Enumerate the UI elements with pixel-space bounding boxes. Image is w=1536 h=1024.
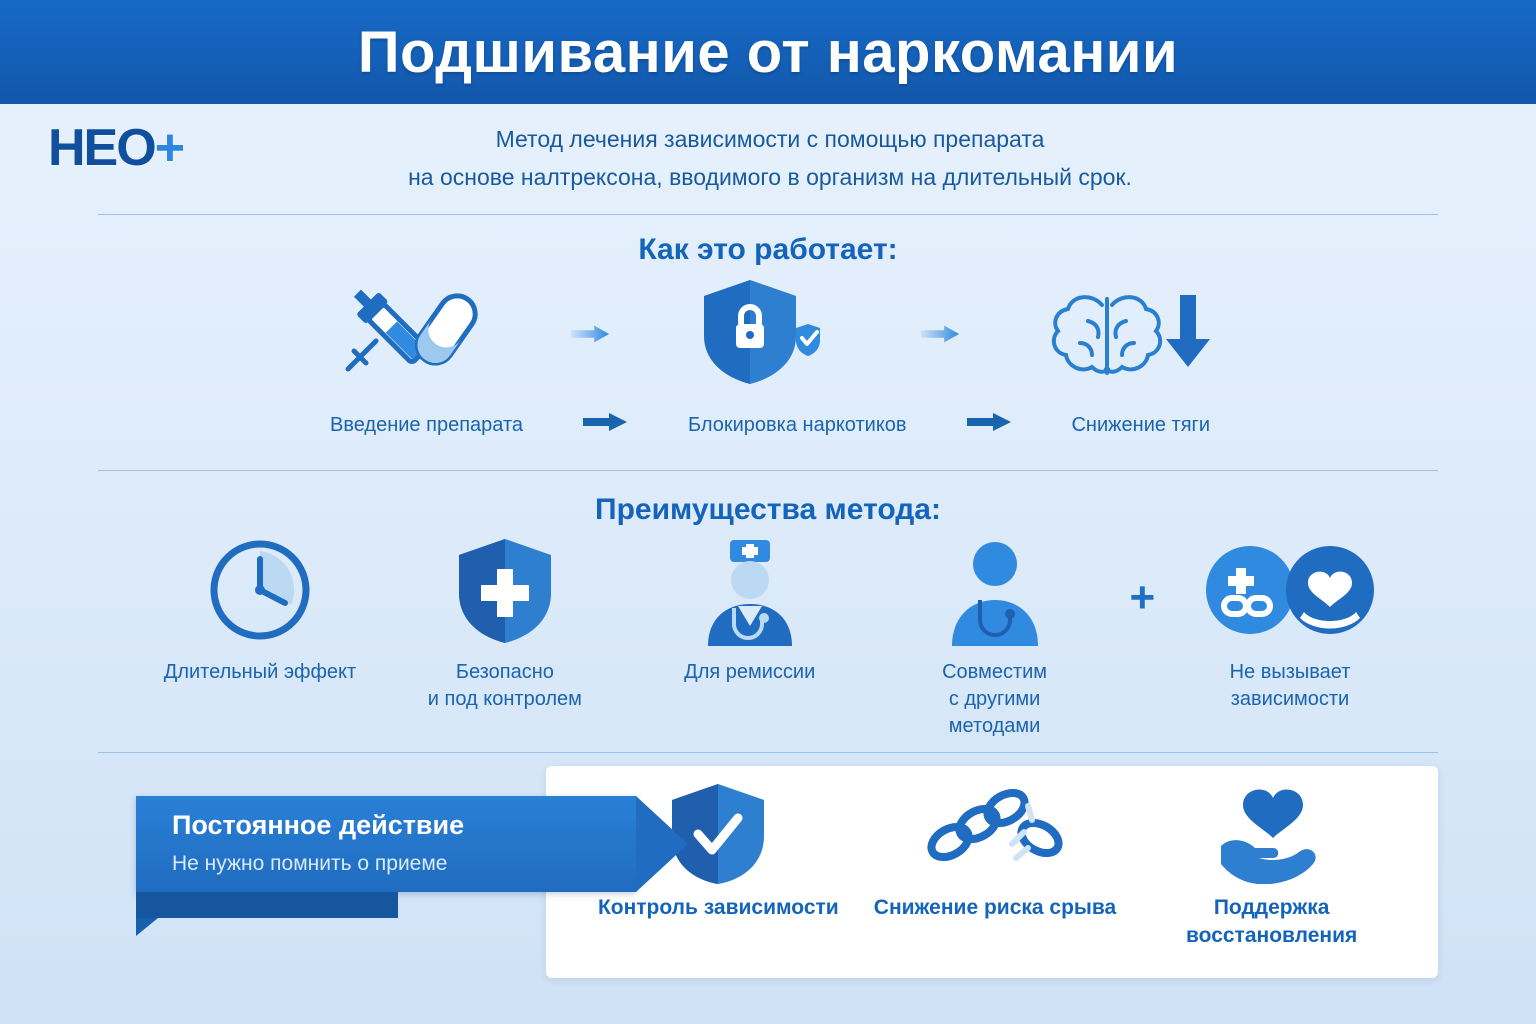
divider-top [98,214,1438,215]
benefit-label-0: Длительный эффект [163,661,357,683]
benefit-label-2: Для ремиссии [684,661,816,683]
benefit-label-3: Совместим с другими методами [942,661,1048,737]
person-stethoscope-icon [940,535,1050,645]
benefit-item-duration [150,535,370,686]
arrow-right-icon-label-1 [583,413,627,437]
arrow-right-icon-2 [919,312,961,356]
chain-broken-heart-icon [1200,535,1380,645]
brain-down-arrow-icon [1040,277,1210,392]
bottom-label-2: Поддержка восстановления [1186,896,1358,947]
benefits-list [150,535,1400,740]
brand-logo [48,118,258,178]
broken-chain-icon [920,782,1070,886]
divider-middle [98,470,1438,471]
bottom-item-relapse [870,782,1120,922]
how-step-label-2: Снижение тяги [1071,413,1210,436]
benefit-label-1: Безопасно и под контролем [427,661,582,710]
bottom-label-1: Снижение риска срыва [873,896,1117,919]
ribbon-title: Постоянное действие [172,810,465,840]
bottom-item-support [1147,782,1397,950]
hand-heart-icon [1207,782,1337,886]
benefit-item-compatible [885,535,1105,740]
logo-name: НЕО [48,119,155,177]
syringe-capsule-icon [330,277,490,392]
divider-bottom [98,752,1438,753]
shield-cross-icon [453,535,557,645]
how-step-label-0: Введение препарата [330,413,524,436]
intro-line-1: Метод лечения зависимости с помощью препарата [495,126,1045,152]
intro-text [280,120,1260,196]
benefit-label-4: Не вызывает зависимости [1229,661,1351,710]
how-it-works-icons [330,278,1210,390]
doctor-icon [690,535,810,645]
arrow-right-icon-label-2 [967,413,1011,437]
bottom-label-0: Контроль зависимости [597,896,839,919]
logo-text [48,118,258,178]
benefits-plus-separator: + [1129,573,1156,622]
clock-icon [207,535,313,645]
logo-plus-icon: + [154,119,184,177]
bottom-items [580,782,1410,950]
benefits-title: Преимущества метода: [595,493,941,526]
how-it-works-title: Как это работает: [638,233,898,266]
benefit-item-no-addiction [1180,535,1400,713]
arrow-right-icon-1 [569,312,611,356]
benefit-item-safety [395,535,615,713]
page-title: Подшивание от наркомании [357,19,1179,85]
shield-lock-check-icon [690,276,840,393]
benefit-item-remission [640,535,860,686]
intro-line-2: на основе налтрексона, вводимого в организм на длительный срок. [408,164,1132,190]
ribbon-tail [136,892,398,918]
ribbon-subtitle: Не нужно помнить о приеме [172,852,448,875]
page-header [0,0,1536,104]
how-step-label-1: Блокировка наркотиков [687,413,907,436]
how-it-works-labels [330,405,1210,445]
